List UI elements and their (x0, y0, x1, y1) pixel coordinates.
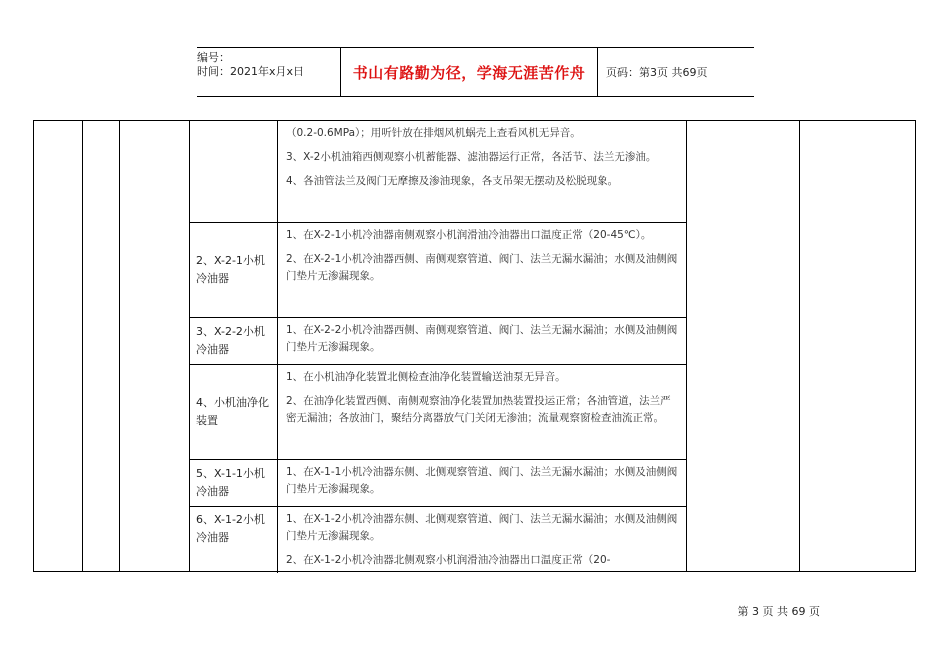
equipment-name (190, 121, 278, 222)
inspection-line: 4、各油管法兰及阀门无摩擦及渗油现象，各支吊架无摆动及松脱现象。 (286, 175, 619, 187)
inspection-line: 1、在X-2-1小机冷油器南侧观察小机润滑油冷油器出口温度正常（20-45℃）。 (286, 229, 652, 241)
table-column-divider (82, 121, 83, 571)
equipment-name: 6、X-1-2小机冷油器 (190, 507, 278, 573)
inspection-line: 1、在X-1-1小机冷油器东侧、北侧观察管道、阀门、法兰无漏水漏油；水侧及油侧阀门垫片无渗漏现象。 (286, 466, 678, 495)
equipment-name: 5、X-1-1小机冷油器 (190, 460, 278, 506)
inspection-line: 2、在X-1-2小机冷油器北侧观察小机润滑油冷油器出口温度正常（20- (286, 554, 611, 566)
inspection-line: 2、在X-2-1小机冷油器西侧、南侧观察管道、阀门、法兰无漏水漏油；水侧及油侧阀门垫片无渗漏现象。 (286, 253, 678, 282)
page-header (197, 47, 754, 97)
table-row (190, 318, 686, 365)
inspection-line: 1、在X-2-2小机冷油器西侧、南侧观察管道、阀门、法兰无漏水漏油；水侧及油侧阀门垫片无渗漏现象。 (286, 324, 678, 353)
inspection-table (33, 120, 916, 572)
inspection-line: 1、在小机油净化装置北侧检查油净化装置输送油泵无异音。 (286, 371, 566, 383)
inspection-line: 1、在X-1-2小机冷油器东侧、北侧观察管道、阀门、法兰无漏水漏油；水侧及油侧阀门垫片无渗漏现象。 (286, 513, 678, 542)
table-row (190, 223, 686, 318)
table-row (190, 460, 686, 507)
inspection-description (278, 121, 686, 222)
header-page-number: 页码：第3页 共69页 (606, 66, 708, 79)
inspection-description (278, 318, 686, 364)
equipment-name: 2、X-2-1小机冷油器 (190, 223, 278, 317)
equipment-name: 4、小机油净化装置 (190, 365, 278, 459)
inspection-description (278, 365, 686, 459)
table-column-divider (799, 121, 800, 571)
page-footer: 第 3 页 共 69 页 (737, 605, 820, 618)
document-date-label: 时间：2021年x月x日 (197, 65, 305, 78)
inspection-description (278, 460, 686, 506)
inspection-description (278, 507, 686, 573)
inspection-content-grid (189, 121, 687, 571)
inspection-line: 3、X-2小机油箱西侧观察小机蓄能器、滤油器运行正常，各活节、法兰无渗油。 (286, 151, 657, 163)
inspection-description (278, 223, 686, 317)
table-column-divider (119, 121, 120, 571)
table-row (190, 121, 686, 223)
document-number-label: 编号： (197, 51, 230, 64)
header-meta (197, 48, 340, 96)
table-row (190, 365, 686, 460)
header-motto: 书山有路勤为径，学海无涯苦作舟 (340, 48, 598, 96)
equipment-name: 3、X-2-2小机冷油器 (190, 318, 278, 364)
inspection-line: （0.2-0.6MPa）；用听针放在排烟风机蜗壳上查看风机无异音。 (286, 127, 581, 139)
inspection-line: 2、在油净化装置西侧、南侧观察油净化装置加热装置投运正常；各油管道，法兰严密无漏油；各放油门，聚结分离器放气门关闭无渗油；流量观察窗检查油流正常。 (286, 395, 671, 424)
table-row (190, 507, 686, 573)
